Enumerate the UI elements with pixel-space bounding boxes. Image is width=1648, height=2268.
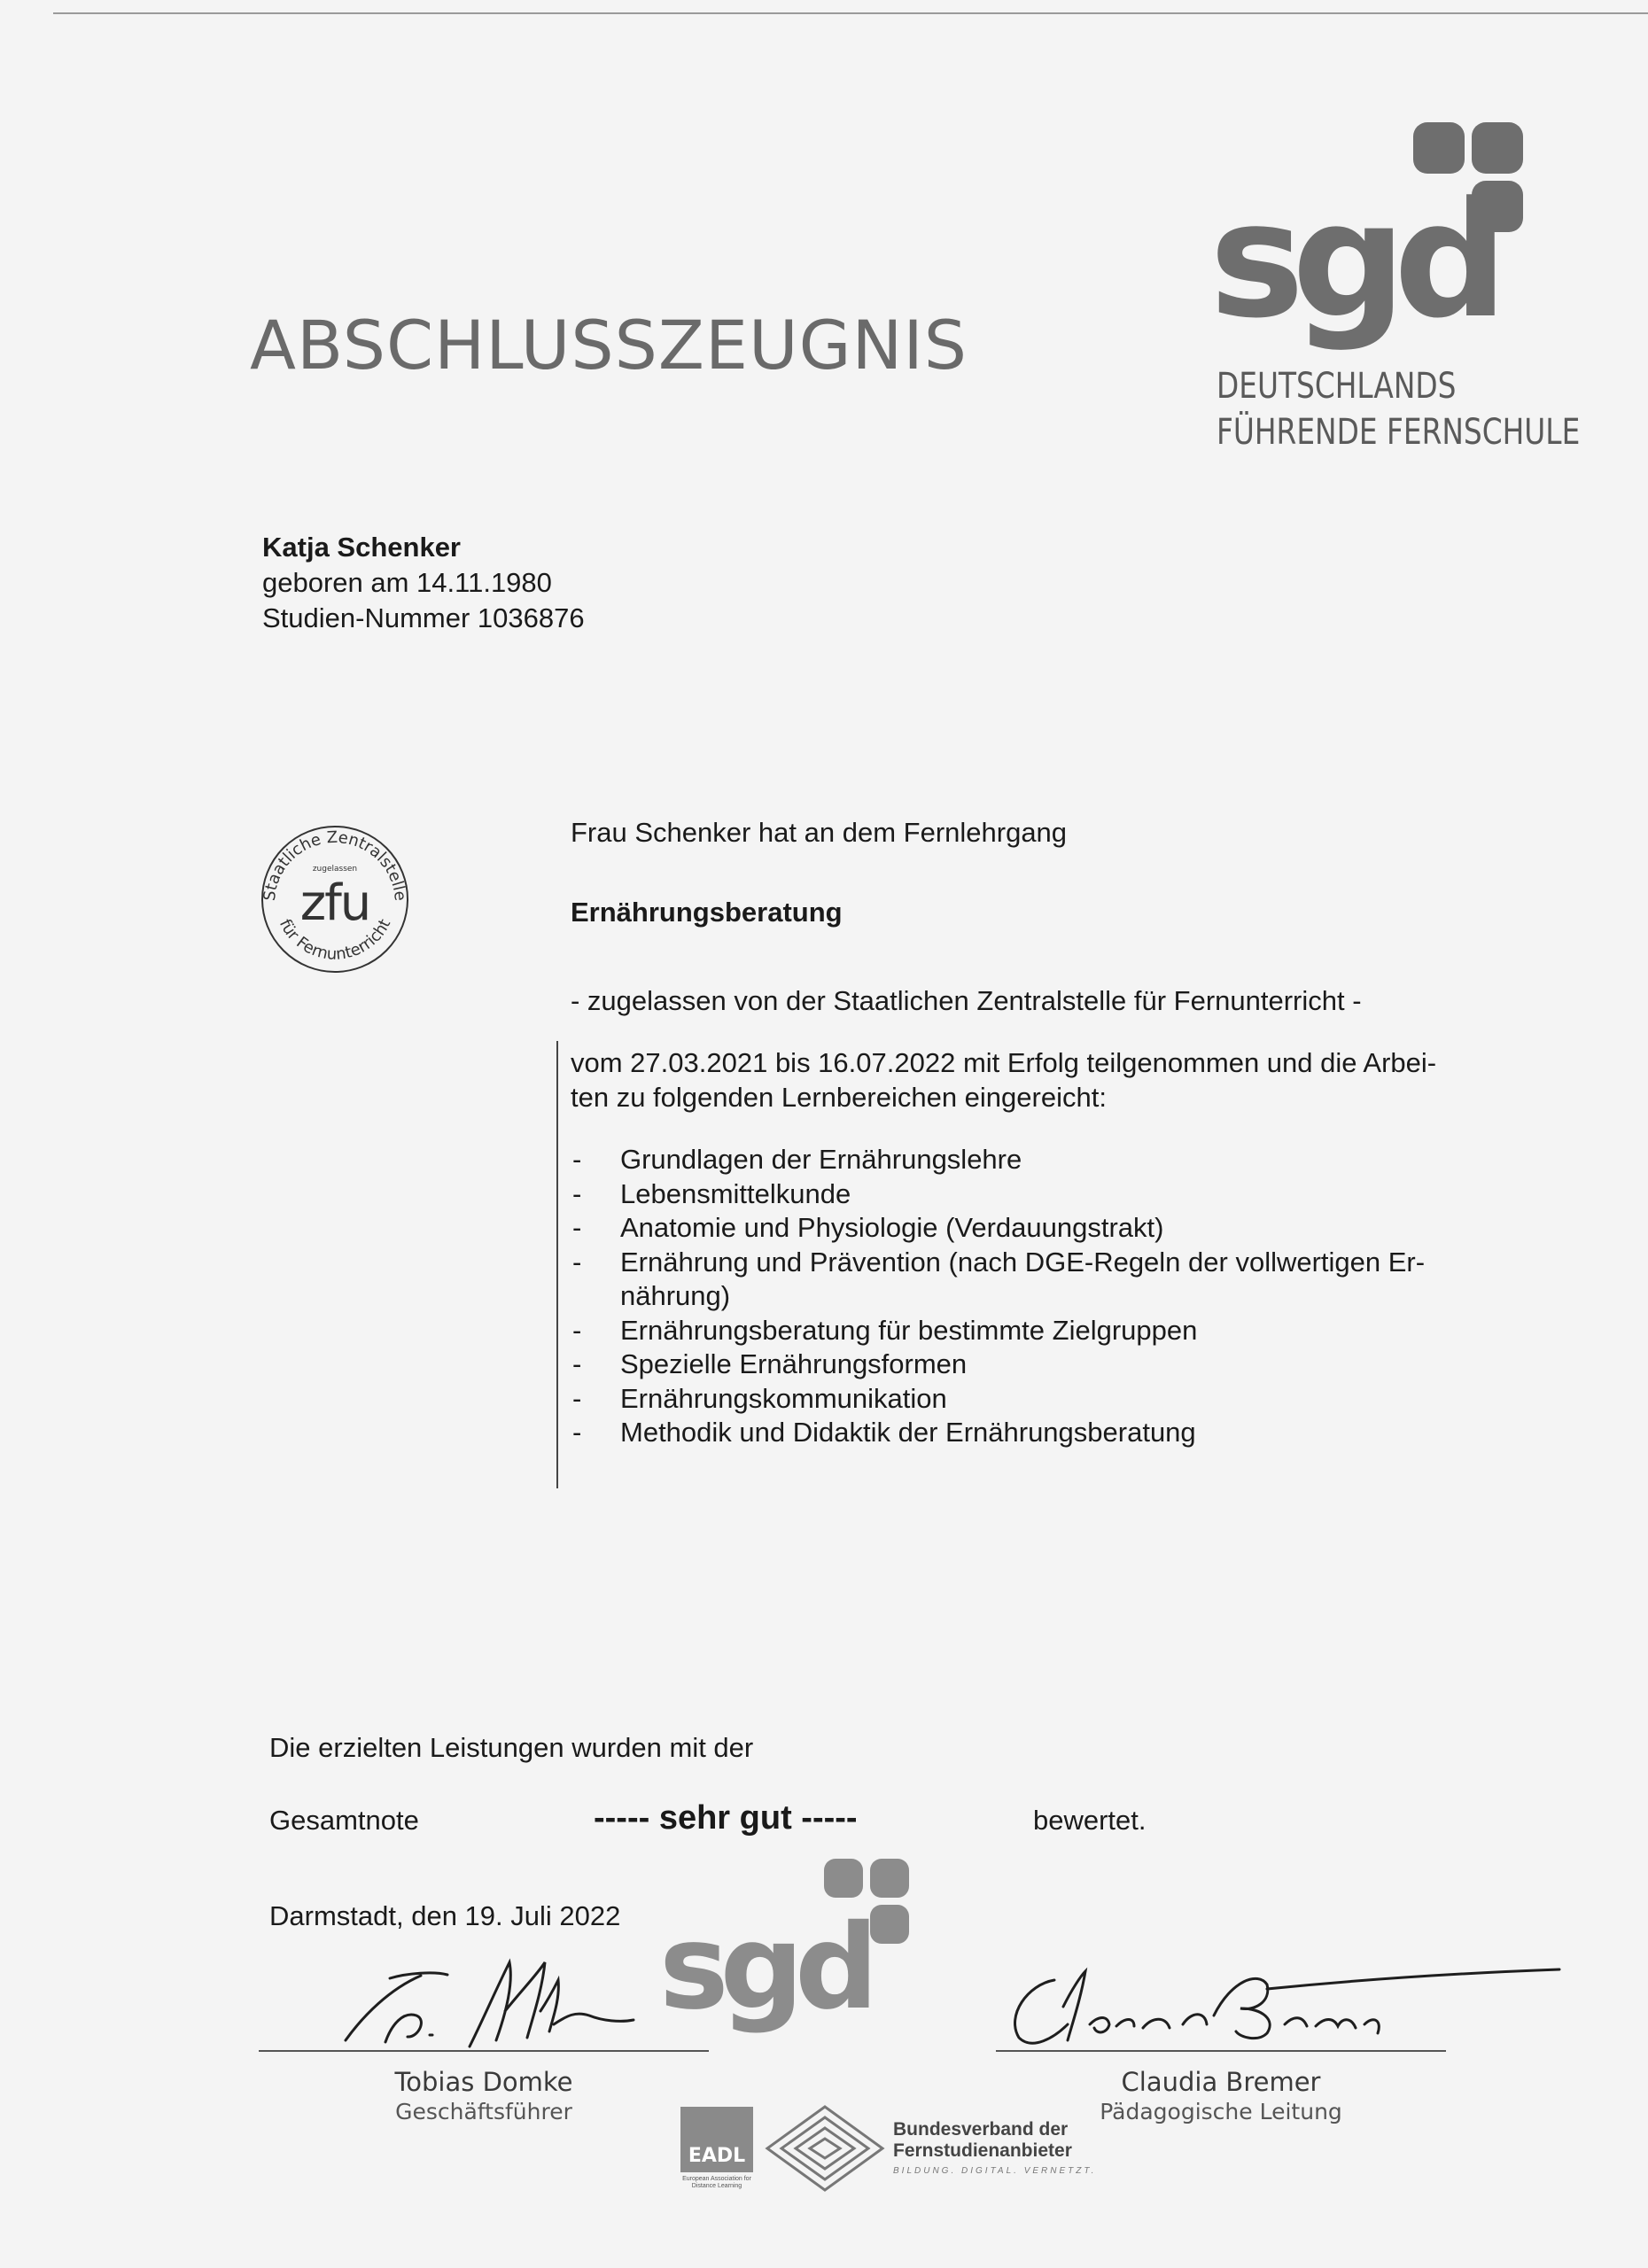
seal-bottom-text: für Fernunterricht: [275, 916, 395, 964]
list-bullet: -: [572, 1212, 582, 1243]
bundesverband-diamond-icon: [758, 2100, 891, 2197]
list-item: [571, 1314, 1510, 1348]
period-line-1: vom 27.03.2021 bis 16.07.2022 mit Erfolg teilgenommen und die Arbei-: [571, 1047, 1437, 1078]
list-item-text: Lebensmittelkunde: [620, 1177, 851, 1209]
top-border-line: [53, 12, 1648, 14]
learning-areas-list: [571, 1143, 1510, 1450]
list-item-text: Ernährungskommunikation: [620, 1382, 947, 1414]
sgd-stamp-icon: [656, 1859, 921, 2036]
signer-1-name: Tobias Domke: [394, 2067, 573, 2097]
zfu-seal: [255, 818, 415, 977]
place-date: Darmstadt, den 19. Juli 2022: [269, 1900, 621, 1931]
recipient-birthdate: geboren am 14.11.1980: [262, 567, 552, 598]
list-bullet: -: [572, 1177, 582, 1209]
list-item: [571, 1177, 1510, 1212]
list-item-text: Ernährung und Prävention (nach DGE-Regeln der vollwertigen Er-: [620, 1246, 1426, 1278]
approval-text: - zugelassen von der Staatlichen Zentralstelle für Fernunterricht -: [571, 985, 1362, 1016]
list-item: [571, 1211, 1510, 1246]
grade-tail: bewertet.: [1033, 1805, 1147, 1836]
document-title: ABSCHLUSSZEUGNIS: [250, 306, 968, 384]
intro-text: Frau Schenker hat an dem Fernlehrgang: [571, 817, 1068, 848]
sgd-stamp: [656, 1859, 921, 2040]
tagline-line-2: FÜHRENDE FERNSCHULE: [1217, 412, 1581, 453]
list-item: [571, 1143, 1510, 1177]
signature-bremer: [1001, 1953, 1568, 2060]
signer-2-role: Pädagogische Leitung: [1100, 2099, 1342, 2124]
bundesverband-name: [893, 2119, 1088, 2162]
list-item: [571, 1246, 1510, 1280]
list-item: [571, 1382, 1510, 1417]
sgd-logo-icon: [1209, 122, 1546, 361]
seal-top-text: Staatliche Zentralstelle: [260, 827, 410, 902]
list-item-text: Anatomie und Physiologie (Verdauungstrakt): [620, 1212, 1164, 1243]
stamp-text: sgd: [659, 1899, 870, 2036]
list-bullet: -: [572, 1314, 582, 1346]
recipient-student-number: Studien-Nummer 1036876: [262, 602, 585, 633]
recipient-block: [262, 530, 585, 636]
period-text: [571, 1045, 1510, 1115]
signer-2-name: Claudia Bremer: [1121, 2067, 1321, 2097]
bundesverband-slogan: BILDUNG. DIGITAL. VERNETZT.: [893, 2166, 1097, 2176]
recipient-name: Katja Schenker: [262, 532, 461, 563]
list-item-text: Ernährungsberatung für bestimmte Zielgruppen: [620, 1314, 1198, 1346]
eadl-subtitle: European Association for Distance Learning: [682, 2176, 751, 2189]
list-bullet: -: [572, 1348, 582, 1379]
zfu-seal-icon: [255, 818, 415, 977]
bundesverband-logo: [758, 2100, 1097, 2202]
sgd-logo: [1209, 122, 1581, 459]
signer-1: [303, 2066, 665, 2126]
list-bullet: -: [572, 1417, 582, 1448]
list-bullet: -: [572, 1144, 582, 1175]
list-item: [571, 1416, 1510, 1450]
margin-rule: [556, 1041, 558, 1488]
eadl-logo-text: EADL: [680, 2107, 753, 2172]
eadl-logo: [680, 2107, 753, 2199]
grade-label: Gesamtnote: [269, 1805, 419, 1836]
result-intro: Die erzielten Leistungen wurden mit der: [269, 1732, 754, 1763]
final-grade: ----- sehr gut -----: [594, 1799, 858, 1837]
sgd-logo-text: sgd: [1209, 168, 1496, 353]
list-item: [571, 1348, 1510, 1382]
signature-line-1: [259, 2050, 709, 2052]
bundesverband-name-line-1: Bundesverband der: [893, 2119, 1069, 2140]
sgd-tagline: [1217, 363, 1580, 455]
list-bullet: -: [572, 1246, 582, 1278]
signature-line-2: [996, 2050, 1446, 2052]
list-item-text: Spezielle Ernährungsformen: [620, 1348, 968, 1379]
signer-1-role: Geschäftsführer: [395, 2099, 572, 2124]
seal-center-text: zfu: [299, 874, 370, 932]
list-bullet: -: [572, 1382, 582, 1414]
bundesverband-name-line-2: Fernstudienanbieter: [893, 2140, 1072, 2161]
list-item-text: Grundlagen der Ernährungslehre: [620, 1144, 1022, 1175]
period-line-2: ten zu folgenden Lernbereichen eingereicht:: [571, 1082, 1107, 1113]
signer-2: [1042, 2066, 1400, 2126]
list-item-continuation: [571, 1279, 1510, 1314]
list-item-text: Methodik und Didaktik der Ernährungsberatung: [620, 1417, 1196, 1448]
course-title: Ernährungsberatung: [571, 897, 843, 928]
seal-small-text: zugelassen: [312, 865, 358, 874]
list-item-text: nährung): [620, 1280, 731, 1311]
signature-domke: [337, 1927, 656, 2060]
tagline-line-1: DEUTSCHLANDS: [1217, 366, 1457, 407]
